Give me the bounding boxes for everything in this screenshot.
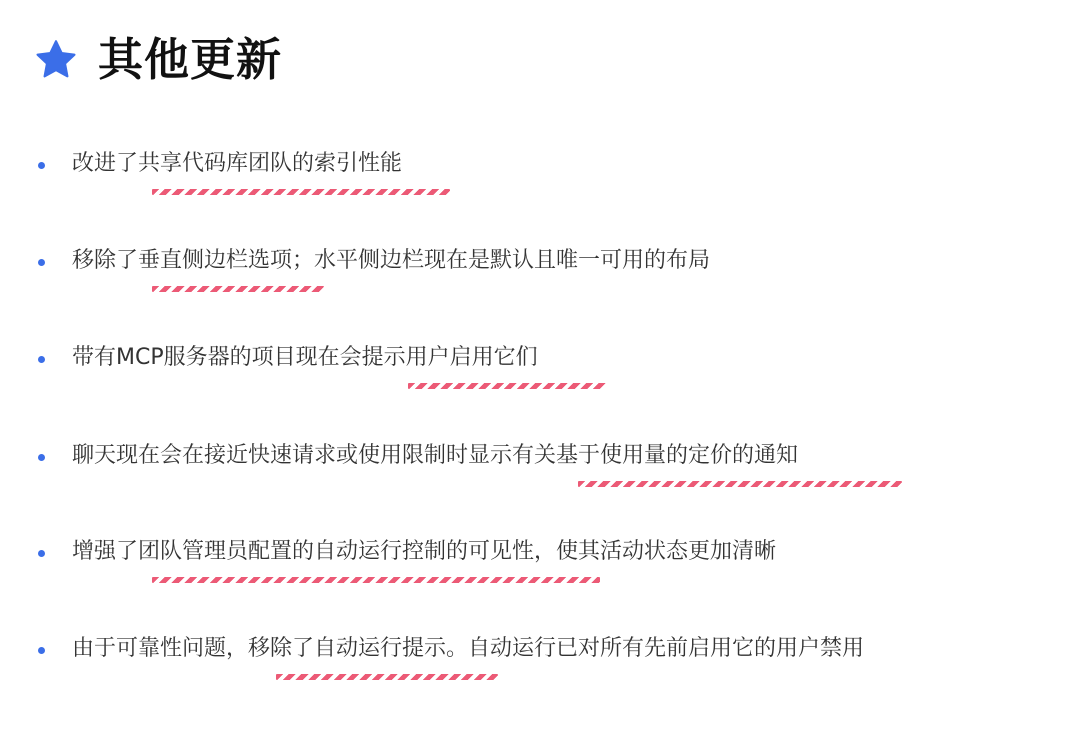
bullet-dot xyxy=(38,550,45,557)
bullet-dot xyxy=(38,162,45,169)
list-item xyxy=(0,636,1080,703)
underline-squiggle xyxy=(152,286,324,292)
update-text: 带有MCP服务器的项目现在会提示用户启用它们 xyxy=(72,345,538,370)
update-text: 移除了垂直侧边栏选项；水平侧边栏现在是默认且唯一可用的布局 xyxy=(72,248,711,273)
underline-squiggle xyxy=(152,189,450,195)
update-text: 改进了共享代码库团队的索引性能 xyxy=(72,151,403,176)
update-text: 由于可靠性问题，移除了自动运行提示。自动运行已对所有先前启用它的用户禁用 xyxy=(72,636,865,661)
update-text: 增强了团队管理员配置的自动运行控制的可见性，使其活动状态更加清晰 xyxy=(72,539,777,564)
underline-squiggle xyxy=(276,674,498,680)
update-text: 聊天现在会在接近快速请求或使用限制时显示有关基于使用量的定价的通知 xyxy=(72,443,799,468)
underline-squiggle xyxy=(578,481,902,487)
bullet-dot xyxy=(38,356,45,363)
bullet-dot xyxy=(38,259,45,266)
underline-squiggle xyxy=(408,383,606,389)
list-item xyxy=(0,345,1080,412)
bullet-dot xyxy=(38,454,45,461)
bullet-dot xyxy=(38,647,45,654)
list-item xyxy=(0,248,1080,315)
list-item xyxy=(0,443,1080,510)
underline-squiggle xyxy=(152,577,600,583)
list-item xyxy=(0,151,1080,218)
list-item xyxy=(0,539,1080,606)
page-title: 其他更新 xyxy=(98,33,283,86)
